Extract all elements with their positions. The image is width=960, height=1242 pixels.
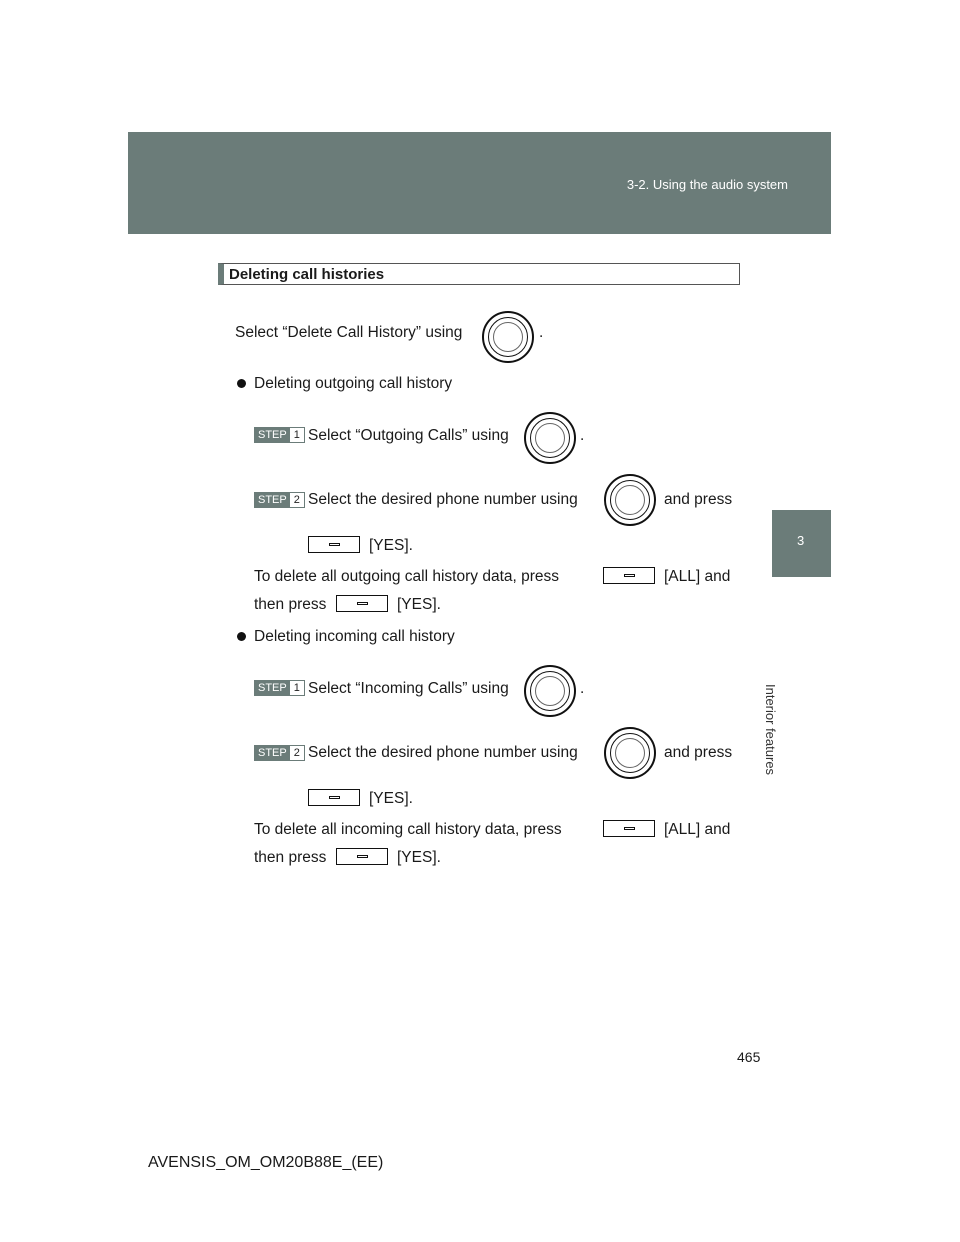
chapter-number: 3 xyxy=(797,533,805,548)
yes-label: [YES]. xyxy=(369,537,413,554)
step-badge xyxy=(254,427,305,443)
yes-label: [YES]. xyxy=(369,790,413,807)
intro-period: . xyxy=(539,324,544,341)
delete-all-text: To delete all outgoing call history data, press xyxy=(254,568,560,585)
step-label: STEP xyxy=(255,746,290,760)
step-text: Select “Outgoing Calls” using xyxy=(308,427,509,444)
then-press-text: then press xyxy=(254,849,327,866)
step-text: Select the desired phone number using xyxy=(308,491,578,508)
step-number: 1 xyxy=(293,682,300,694)
step-text: Select “Incoming Calls” using xyxy=(308,680,509,697)
outgoing-heading: Deleting outgoing call history xyxy=(254,375,453,392)
then-press-text: then press xyxy=(254,596,327,613)
tune-dial-icon xyxy=(604,727,656,779)
soft-key-icon xyxy=(308,536,360,553)
section-title: Deleting call histories xyxy=(229,266,385,283)
soft-key-icon xyxy=(603,567,655,584)
step-text-end: and press xyxy=(664,744,733,761)
yes-label: [YES]. xyxy=(397,849,441,866)
delete-all-text: To delete all incoming call history data, press xyxy=(254,821,562,838)
bullet-icon xyxy=(237,379,246,388)
step-badge xyxy=(254,492,305,508)
intro-text: Select “Delete Call History” using xyxy=(235,324,463,341)
header-section-title: 3-2. Using the audio system xyxy=(626,177,788,192)
step-text: Select the desired phone number using xyxy=(308,744,578,761)
bullet-icon xyxy=(237,632,246,641)
page-number: 465 xyxy=(737,1049,761,1065)
yes-label: [YES]. xyxy=(397,596,441,613)
tune-dial-icon xyxy=(524,665,576,717)
footer-code: AVENSIS_OM_OM20B88E_(EE) xyxy=(148,1154,384,1171)
soft-key-icon xyxy=(336,595,388,612)
step-number: 2 xyxy=(293,747,300,759)
delete-all-text-end: [ALL] and xyxy=(664,568,731,585)
delete-all-text-end: [ALL] and xyxy=(664,821,731,838)
step-label: STEP xyxy=(255,681,290,695)
incoming-heading: Deleting incoming call history xyxy=(254,628,455,645)
step-text-end: . xyxy=(580,680,585,697)
step-label: STEP xyxy=(255,493,290,507)
soft-key-icon xyxy=(308,789,360,806)
chapter-label: Interior features xyxy=(763,684,778,776)
step-badge xyxy=(254,680,305,696)
step-text-end: and press xyxy=(664,491,733,508)
tune-dial-icon xyxy=(604,474,656,526)
step-number: 1 xyxy=(293,429,300,441)
tune-dial-icon xyxy=(482,311,534,363)
tune-dial-icon xyxy=(524,412,576,464)
step-text-end: . xyxy=(580,427,585,444)
soft-key-icon xyxy=(336,848,388,865)
soft-key-icon xyxy=(603,820,655,837)
step-number: 2 xyxy=(293,494,300,506)
step-label: STEP xyxy=(255,428,290,442)
step-badge xyxy=(254,745,305,761)
